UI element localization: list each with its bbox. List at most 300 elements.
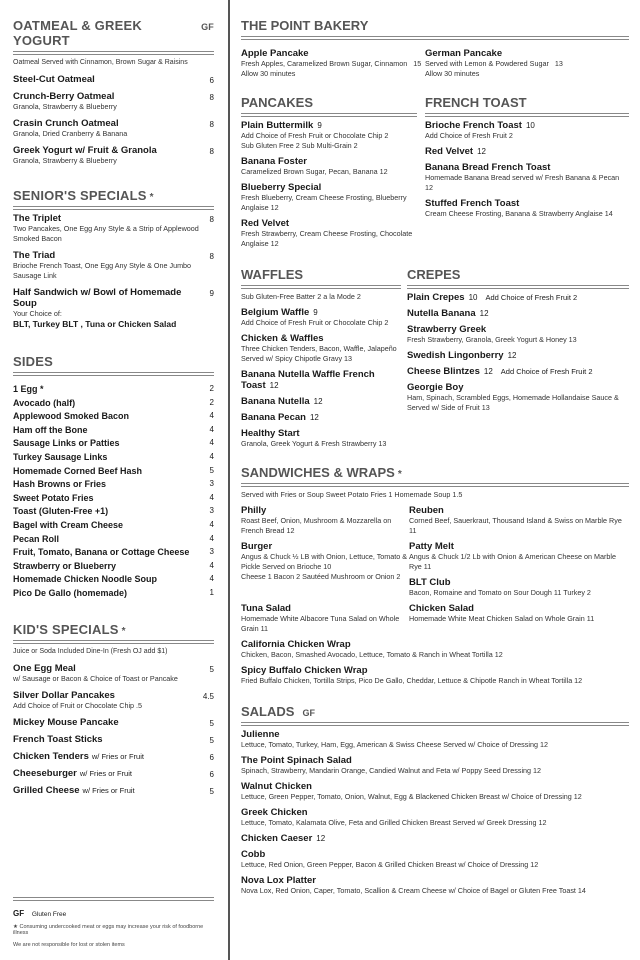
item-name-row: [407, 308, 629, 319]
left-column: [13, 18, 214, 948]
item-desc: Lettuce, Red Onion, Green Pepper, Bacon & Grilled Chicken Breast w/ Choice of Dressing 12: [241, 860, 539, 869]
item-name-row: [407, 382, 629, 393]
item-price: 15: [413, 59, 422, 68]
item-price: 5: [209, 735, 214, 745]
item-price: 10: [525, 121, 535, 130]
menu-item: [425, 146, 629, 157]
item-desc: Chicken, Bacon, Smashed Avocado, Lettuce, Tomato & Ranch in Wheat Tortilla 12: [241, 650, 503, 659]
item-name: Walnut Chicken: [241, 781, 312, 792]
menu-item-body: [13, 717, 119, 728]
frenchtoast-title: FRENCH TOAST: [425, 95, 527, 110]
item-price: 4.5: [202, 691, 214, 701]
item-name: Swedish Lingonberry: [407, 350, 504, 361]
item-name: Mickey Mouse Pancake: [13, 716, 119, 728]
item-name-row: [425, 120, 629, 131]
item-price: 4: [209, 411, 214, 421]
menu-item-body: [13, 546, 189, 559]
item-name: Ham off the Bone: [13, 424, 88, 435]
menu-item-body: [13, 533, 59, 546]
item-desc: Allow 30 minutes: [241, 69, 296, 78]
menu-item-body: [13, 74, 95, 85]
item-name: Applewood Smoked Bacon: [13, 411, 130, 422]
item-price: 6: [209, 769, 214, 779]
menu-item-body: [13, 451, 107, 464]
item-desc: Ham, Spinach, Scrambled Eggs, Homemade Hollandaise Sauce & Served w/ Side of Fruit 13: [407, 393, 619, 412]
salads-title: SALADS: [241, 704, 295, 719]
item-name: The Point Spinach Salad: [241, 755, 352, 766]
item-name: German Pancake: [425, 48, 503, 59]
section-kids: [13, 622, 214, 796]
item-price: 2: [209, 397, 214, 407]
menu-item: [13, 145, 214, 166]
item-name: Brioche French Toast: [425, 120, 522, 131]
bakery-title: THE POINT BAKERY: [241, 18, 369, 33]
item-name: Homemade Chicken Noodle Soup: [13, 574, 158, 585]
menu-item: [241, 369, 401, 391]
item-name: Red Velvet: [425, 146, 474, 157]
item-name: Turkey Sausage Links: [13, 451, 108, 462]
item-desc: Granola, Strawberry & Blueberry: [13, 102, 117, 111]
item-desc: Add Choice of Fruit or Chocolate Chip .5: [13, 700, 143, 710]
item-name: Banana Foster: [241, 156, 307, 167]
item-price: 4: [209, 574, 214, 584]
crepes-title: CREPES: [407, 267, 461, 282]
section-heading: [425, 95, 629, 114]
item-name-row: [241, 875, 629, 886]
item-price: 4: [209, 560, 214, 570]
item-extra: Add Choice of Fresh Fruit 2: [500, 367, 593, 376]
item-name: Chicken Tenders w/ Fries or Fruit: [13, 750, 144, 762]
menu-item: [13, 410, 214, 423]
item-price: 10: [468, 293, 478, 302]
item-name: Avocado (half): [13, 397, 76, 408]
item-name: Tuna Salad: [241, 603, 291, 614]
menu-item-body: [13, 478, 106, 491]
item-name-row: [241, 639, 629, 650]
item-price: 6: [209, 76, 214, 85]
sandwich-row: [241, 598, 629, 634]
item-name-row: [407, 350, 629, 361]
item-desc: Add Choice of Fresh Fruit or Chocolate Chip 2: [241, 131, 389, 140]
item-desc: [241, 59, 425, 69]
item-desc: Lettuce, Tomato, Kalamata Olive, Feta and Grilled Chicken Breast Served w/ Greek Dressing 12: [241, 818, 547, 827]
menu-item: [241, 396, 401, 407]
item-desc: Fresh Strawberry, Granola, Greek Yogurt & Honey 13: [407, 335, 577, 344]
menu-item-body: [13, 663, 178, 684]
section-heading: [241, 95, 417, 114]
gf-badge: GF: [302, 708, 315, 718]
menu-item: [407, 382, 629, 413]
section-crepes: [407, 267, 629, 449]
item-name-row: [425, 146, 629, 157]
menu-item: [241, 639, 629, 660]
item-price: 1: [209, 587, 214, 597]
menu-item: [409, 603, 629, 634]
oatmeal-title: OATMEAL & GREEK YOGURT: [13, 18, 142, 48]
item-desc: Angus & Chuck 1/2 Lb with Onion & American Cheese on Marble Rye 11: [409, 552, 616, 571]
item-inline-note: w/ Fries or Fruit: [79, 768, 132, 778]
item-price: 8: [209, 147, 214, 156]
item-price: 12: [477, 147, 486, 156]
section-heading: [13, 622, 214, 641]
item-name: Banana Bread French Toast: [425, 162, 551, 173]
menu-item: [241, 48, 425, 79]
menu-item: [13, 663, 214, 684]
section-bakery: [241, 18, 629, 79]
item-name: Strawberry or Blueberry: [13, 560, 117, 571]
item-name: Chicken Caeser: [241, 833, 313, 844]
menu-item: [13, 213, 214, 244]
item-name: Greek Chicken: [241, 807, 308, 818]
item-name-row: [241, 307, 401, 318]
menu-item: [13, 734, 214, 745]
item-price: 9: [317, 121, 322, 130]
footer: [13, 897, 214, 948]
gf-legend-text: Gluten Free: [31, 911, 67, 918]
menu-item: [13, 717, 214, 728]
menu-item-body: [13, 465, 142, 478]
item-price: 12: [309, 413, 319, 422]
item-name: Healthy Start: [241, 428, 300, 439]
item-desc: Cream Cheese Frosting, Banana & Strawberry Anglaise 14: [425, 209, 613, 218]
menu-item: [241, 412, 401, 423]
menu-item: [425, 162, 629, 193]
menu-item: [13, 397, 214, 410]
menu-item: [241, 875, 629, 896]
menu-item: [13, 383, 214, 396]
menu-item: [241, 428, 401, 449]
item-desc: Homemade White Meat Chicken Salad on Whole Grain 11: [409, 614, 595, 623]
star-mark: *: [121, 625, 126, 637]
item-name: Crasin Crunch Oatmeal: [13, 118, 119, 129]
item-inline-note: w/ Fries or Fruit: [91, 751, 144, 761]
item-price: 13: [554, 59, 563, 68]
item-price: 5: [209, 786, 214, 796]
item-desc: [425, 59, 629, 69]
sandwiches-note: Served with Fries or Soup Sweet Potato Fries 1 Homemade Soup 1.5: [241, 490, 463, 499]
menu-item: [241, 755, 629, 776]
item-name: Cheeseburger w/ Fries or Fruit: [13, 767, 132, 779]
section-heading: [407, 267, 629, 286]
item-name: 1 Egg *: [13, 384, 44, 394]
item-price: 4: [209, 492, 214, 502]
menu-item-body: [13, 573, 157, 586]
section-waffles: [241, 267, 407, 449]
item-name: Banana Pecan: [241, 412, 306, 423]
pancakes-title: PANCAKES: [241, 95, 313, 110]
item-name: Banana Nutella: [241, 396, 310, 407]
menu-item: [407, 292, 629, 303]
item-name: BLT Club: [409, 577, 451, 588]
item-name-row: [407, 324, 629, 335]
item-name: The Triad: [13, 250, 56, 261]
menu-item-body: [13, 505, 108, 518]
footer-divider: [13, 897, 214, 901]
item-price: 8: [209, 120, 214, 129]
column-divider: [228, 0, 230, 960]
item-desc: Granola, Strawberry & Blueberry: [13, 156, 117, 165]
item-desc: Brioche French Toast, One Egg Any Style & One Jumbo Sausage Link: [13, 261, 192, 280]
gf-legend: [13, 909, 214, 918]
item-name: Nutella Banana: [407, 308, 476, 319]
menu-item: [241, 729, 629, 750]
menu-item: [13, 587, 214, 600]
menu-item-body: [13, 250, 201, 281]
item-name: Belgium Waffle: [241, 307, 310, 318]
item-extra: Add Choice of Fresh Fruit 2: [485, 293, 578, 302]
menu-item: [409, 505, 629, 536]
item-name: Greek Yogurt w/ Fruit & Granola: [13, 145, 157, 156]
item-desc: Allow 30 minutes: [425, 69, 480, 78]
menu-item: [241, 603, 409, 634]
menu-item: [425, 120, 629, 141]
item-price: 6: [209, 752, 214, 762]
section-sides: [13, 354, 214, 600]
item-desc: Two Pancakes, One Egg Any Style & a Strip of Applewood Smoked Bacon: [13, 224, 199, 243]
item-name: Plain Buttermilk: [241, 120, 314, 131]
item-name: Philly: [241, 505, 267, 516]
item-price: 9: [209, 289, 214, 298]
item-name: Sweet Potato Fries: [13, 492, 94, 503]
item-name: Half Sandwich w/ Bowl of Homemade Soup: [13, 287, 182, 309]
section-frenchtoast: [425, 95, 629, 249]
item-name-row: [241, 369, 401, 391]
menu-item-body: [13, 587, 127, 600]
section-heading: [241, 465, 629, 484]
menu-item: [13, 785, 214, 796]
menu-item: [241, 541, 409, 598]
section-seniors: [13, 188, 214, 330]
menu-item-body: [13, 734, 103, 745]
menu-item: [407, 350, 629, 361]
menu-item: [13, 505, 214, 518]
section-oatmeal: [13, 18, 214, 166]
item-name: Apple Pancake: [241, 48, 309, 59]
menu-item: [13, 533, 214, 546]
menu-item: [13, 465, 214, 478]
item-price: 12: [483, 367, 493, 376]
pancakes-frenchtoast-row: [241, 95, 629, 249]
menu-item: [409, 541, 629, 598]
menu-item: [13, 287, 214, 330]
item-price: 12: [269, 381, 279, 390]
item-desc: Caramelized Brown Sugar, Pecan, Banana 12: [241, 167, 388, 176]
item-price: 8: [209, 215, 214, 224]
item-price: 8: [209, 93, 214, 102]
item-name-row: [241, 665, 629, 676]
item-price: 4: [209, 533, 214, 543]
item-price: 5: [209, 664, 214, 674]
oatmeal-note: Oatmeal Served with Cinnamon, Brown Sugar & Raisins: [13, 59, 188, 66]
gf-badge: GF: [201, 22, 214, 32]
menu-item-body: [13, 118, 127, 139]
waffles-title: WAFFLES: [241, 267, 304, 282]
menu-item: [13, 573, 214, 586]
item-desc: Homemade Banana Bread served w/ Fresh Banana & Pecan 12: [425, 173, 620, 192]
menu-item: [241, 218, 417, 249]
item-desc: Corned Beef, Sauerkraut, Thousand Island & Swiss on Marble Rye 11: [409, 516, 622, 535]
item-name: Burger: [241, 541, 273, 552]
item-name: Spicy Buffalo Chicken Wrap: [241, 665, 368, 676]
item-name: Banana Nutella Waffle French Toast: [241, 369, 375, 391]
sandwich-row: [241, 500, 629, 536]
item-name-row: [241, 729, 629, 740]
menu-item: [241, 807, 629, 828]
menu-item: [13, 74, 214, 85]
seniors-title: SENIOR'S SPECIALS: [13, 188, 147, 203]
item-price: 4: [209, 519, 214, 529]
item-name: Bagel with Cream Cheese: [13, 519, 124, 530]
menu-item-body: [13, 410, 129, 423]
kids-note: Juice or Soda Included Dine-In (Fresh OJ add $1): [13, 647, 168, 655]
menu-item: [13, 478, 214, 491]
menu-item-body: [13, 768, 132, 779]
item-name: Steel-Cut Oatmeal: [13, 74, 95, 85]
item-price: 2: [209, 384, 214, 393]
menu-item: [13, 492, 214, 505]
sides-title: SIDES: [13, 354, 54, 369]
kids-title: KID'S SPECIALS: [13, 621, 119, 637]
item-price: 4: [209, 451, 214, 461]
item-price: 8: [209, 252, 214, 261]
menu-item: [241, 781, 629, 802]
section-salads: [241, 704, 629, 896]
item-price: 12: [313, 397, 323, 406]
menu-item: [13, 451, 214, 464]
item-name-row: [241, 412, 401, 423]
item-price: 5: [209, 718, 214, 728]
menu-item: [13, 250, 214, 281]
item-desc: Lettuce, Tomato, Turkey, Ham, Egg, American & Swiss Cheese Served w/ Choice of Dressing 12: [241, 740, 548, 749]
item-name: Julienne: [241, 729, 280, 740]
star-mark: *: [397, 469, 402, 480]
menu-item: [241, 505, 409, 536]
menu-item: [241, 833, 629, 844]
item-name: Toast (Gluten-Free +1): [13, 506, 109, 517]
item-desc: Granola, Dried Cranberry & Banana: [13, 129, 128, 138]
item-name: Plain Crepes: [407, 292, 465, 303]
item-desc-text: Served with Lemon & Powdered Sugar: [425, 59, 549, 68]
item-price: 3: [209, 479, 214, 489]
menu-item-body: [13, 437, 120, 450]
item-name: Hash Browns or Fries: [13, 479, 107, 490]
menu-item: [13, 118, 214, 139]
menu-item: [425, 198, 629, 219]
item-price: 3: [209, 506, 214, 516]
menu-item-body: [13, 690, 142, 711]
star-mark: *: [149, 192, 154, 203]
item-desc: Nova Lox, Red Onion, Caper, Tomato, Scallion & Cream Cheese w/ Choice of Bagel or Gluten Free Toast 14: [241, 886, 586, 895]
item-name: The Triplet: [13, 213, 62, 224]
menu-item: [13, 519, 214, 532]
item-desc: Fresh Blueberry, Cream Cheese Frosting, Blueberry Anglaise 12: [241, 193, 407, 212]
menu-item-body: [13, 145, 157, 166]
menu-item: [13, 560, 214, 573]
menu-item-body: [13, 492, 94, 505]
item-inline-note: w/ Fries or Fruit: [82, 785, 135, 795]
menu-item-body: [13, 751, 144, 762]
item-price: 3: [209, 547, 214, 557]
item-name: Grilled Cheese w/ Fries or Fruit: [13, 784, 135, 796]
section-heading: [13, 354, 214, 373]
item-name: Cobb: [241, 849, 266, 860]
menu-item-body: [13, 287, 199, 330]
menu-item: [13, 690, 214, 711]
section-heading: [13, 188, 214, 207]
item-name-row: [407, 292, 629, 303]
menu-item: [407, 308, 629, 319]
section-heading: [241, 18, 629, 37]
waffles-crepes-row: [241, 267, 629, 449]
item-price: 4: [209, 424, 214, 434]
item-name-row: [241, 755, 629, 766]
menu-item: [13, 546, 214, 559]
item-name: Silver Dollar Pancakes: [13, 689, 115, 701]
warning-text: Consuming undercooked meat or eggs may increase your risk of foodborne illness: [13, 924, 204, 936]
responsibility-note: We are not responsible for lost or stolen items: [13, 942, 125, 948]
menu-item: [425, 48, 629, 79]
item-name-row: [241, 781, 629, 792]
menu-item: [13, 751, 214, 762]
item-name: Strawberry Greek: [407, 324, 487, 335]
item-name: Crunch-Berry Oatmeal: [13, 91, 115, 102]
item-desc: Sub Gluten Free 2 Sub Multi-Grain 2: [241, 141, 358, 150]
item-price: 5: [209, 465, 214, 475]
menu-item: [13, 424, 214, 437]
menu-item: [241, 307, 401, 328]
item-name: Pico De Gallo (homemade): [13, 587, 128, 598]
section-sandwiches: [241, 465, 629, 686]
item-name-row: [425, 162, 629, 173]
item-name-row: [241, 833, 629, 844]
menu-item: [407, 324, 629, 345]
item-name: Chicken & Waffles: [241, 333, 324, 344]
item-extra: BLT, Turkey BLT , Tuna or Chicken Salad: [13, 319, 177, 329]
item-desc: Add Choice of Fresh Fruit or Chocolate Chip 2: [241, 318, 389, 327]
menu-item: [241, 182, 417, 213]
item-desc: Cheese 1 Bacon 2 Sautéed Mushroom or Onion 2: [241, 572, 401, 581]
item-desc: Fresh Strawberry, Cream Cheese Frosting, Chocolate Anglaise 12: [241, 229, 413, 248]
item-desc: Three Chicken Tenders, Bacon, Waffle, Jalapeño Served w/ Spicy Chipotle Gravy 13: [241, 344, 397, 363]
section-pancakes: [241, 95, 425, 249]
item-name-row: [241, 156, 417, 167]
item-name-row: [407, 366, 629, 377]
item-desc: Angus & Chuck ½ LB with Onion, Lettuce, Tomato & Pickle Served on Brioche 10: [241, 552, 408, 571]
item-name-row: [241, 807, 629, 818]
item-price: 4: [209, 438, 214, 448]
item-name: Blueberry Special: [241, 182, 322, 193]
menu-item: [241, 665, 629, 686]
item-name: Nova Lox Platter: [241, 875, 316, 886]
item-name-row: [241, 120, 417, 131]
item-name: Stuffed French Toast: [425, 198, 520, 209]
menu-item: [13, 437, 214, 450]
item-name: Chicken Salad: [409, 603, 474, 614]
item-desc: Granola, Greek Yogurt & Fresh Strawberry 13: [241, 439, 387, 448]
menu-item: [241, 333, 401, 364]
menu-item: [13, 768, 214, 779]
item-name-row: [425, 198, 629, 209]
item-name: Georgie Boy: [407, 382, 464, 393]
item-name: Red Velvet: [241, 218, 290, 229]
menu-item-body: [13, 785, 135, 796]
menu-item: [241, 120, 417, 151]
item-name-row: [241, 333, 401, 344]
menu-item-body: [13, 91, 117, 112]
item-price: 12: [316, 834, 326, 843]
item-name: Patty Melt: [409, 541, 454, 552]
item-desc: Fried Buffalo Chicken, Tortilla Strips, Pico De Gallo, Cheddar, Lettuce & Chipotle Ranch in Wheat Tortilla 12: [241, 676, 583, 685]
